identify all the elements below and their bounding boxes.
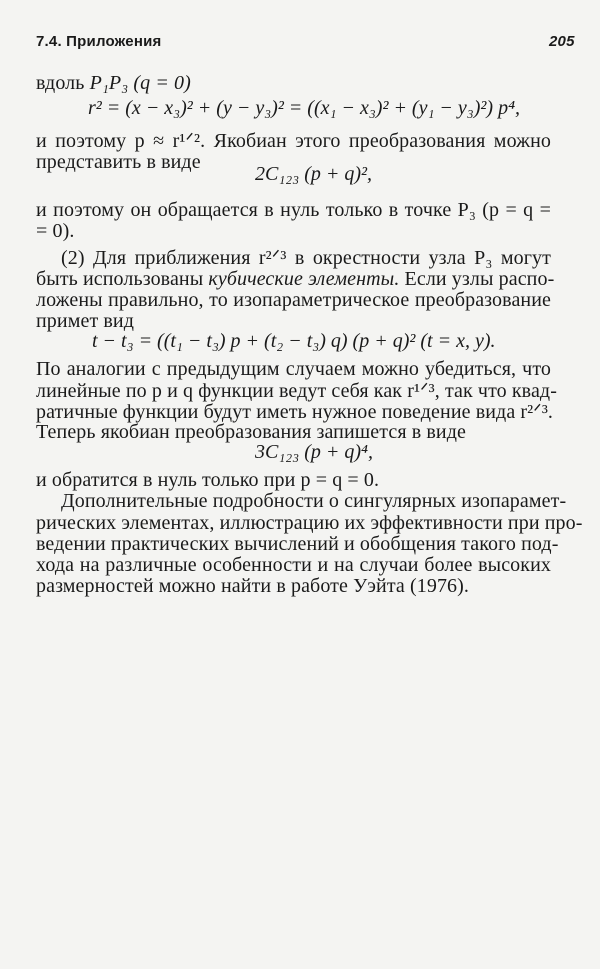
text-line: хода на различные особенности и на случаи более высоких	[36, 554, 551, 576]
text-line: (2) Для приближения r²ᐟ³ в окрестности узла P₃ могут	[61, 247, 551, 269]
text-line: Теперь якобиан преобразования запишется в виде	[36, 421, 466, 443]
text-line: ложены правильно, то изопараметрическое преобразование	[36, 289, 551, 311]
text-line: По аналогии с предыдущим случаем можно убедиться, что	[36, 358, 551, 380]
text-line: и поэтому он обращается в нуль только в точке P₃ (p = q =	[36, 199, 551, 221]
running-header: 7.4. Приложения	[36, 33, 162, 50]
text-line: примет вид	[36, 310, 135, 332]
text-line: рических элементах, иллюстрацию их эффективности при про-	[36, 512, 583, 534]
text-line: линейные по p и q функции ведут себя как r¹ᐟ³, так что квад-	[36, 380, 557, 402]
formula-jacobian-1: 2C₁₂₃ (p + q)²,	[255, 163, 373, 185]
formula-isoparametric: t − t₃ = ((t₁ − t₃) p + (t₂ − t₃) q) (p + q)² (t = x, y).	[92, 330, 496, 352]
page-number: 205	[549, 33, 575, 50]
formula-jacobian-2: 3C₁₂₃ (p + q)⁴,	[255, 441, 373, 463]
text-line: Дополнительные подробности о сингулярных изопарамет-	[61, 490, 567, 512]
text-line: = 0).	[36, 220, 75, 242]
formula-r-squared: r² = (x − x₃)² + (y − y₃)² = ((x₁ − x₃)² + (y₁ − y₃)²) p⁴,	[88, 97, 521, 119]
text-line: ведении практических вычислений и обобщения такого под-	[36, 533, 559, 555]
text-line: быть использованы кубические элементы. Если узлы распо-	[36, 268, 555, 290]
text-line: представить в виде	[36, 151, 201, 173]
text-line: ратичные функции будут иметь нужное поведение вида r²ᐟ³.	[36, 401, 554, 423]
text-line: и обратится в нуль только при p = q = 0.	[36, 469, 380, 491]
text-line: размерностей можно найти в работе Уэйта (1976).	[36, 575, 470, 597]
text-line: вдоль P₁P₃ (q = 0)	[36, 72, 191, 94]
text-line: и поэтому p ≈ r¹ᐟ². Якобиан этого преобразования можно	[36, 130, 551, 152]
